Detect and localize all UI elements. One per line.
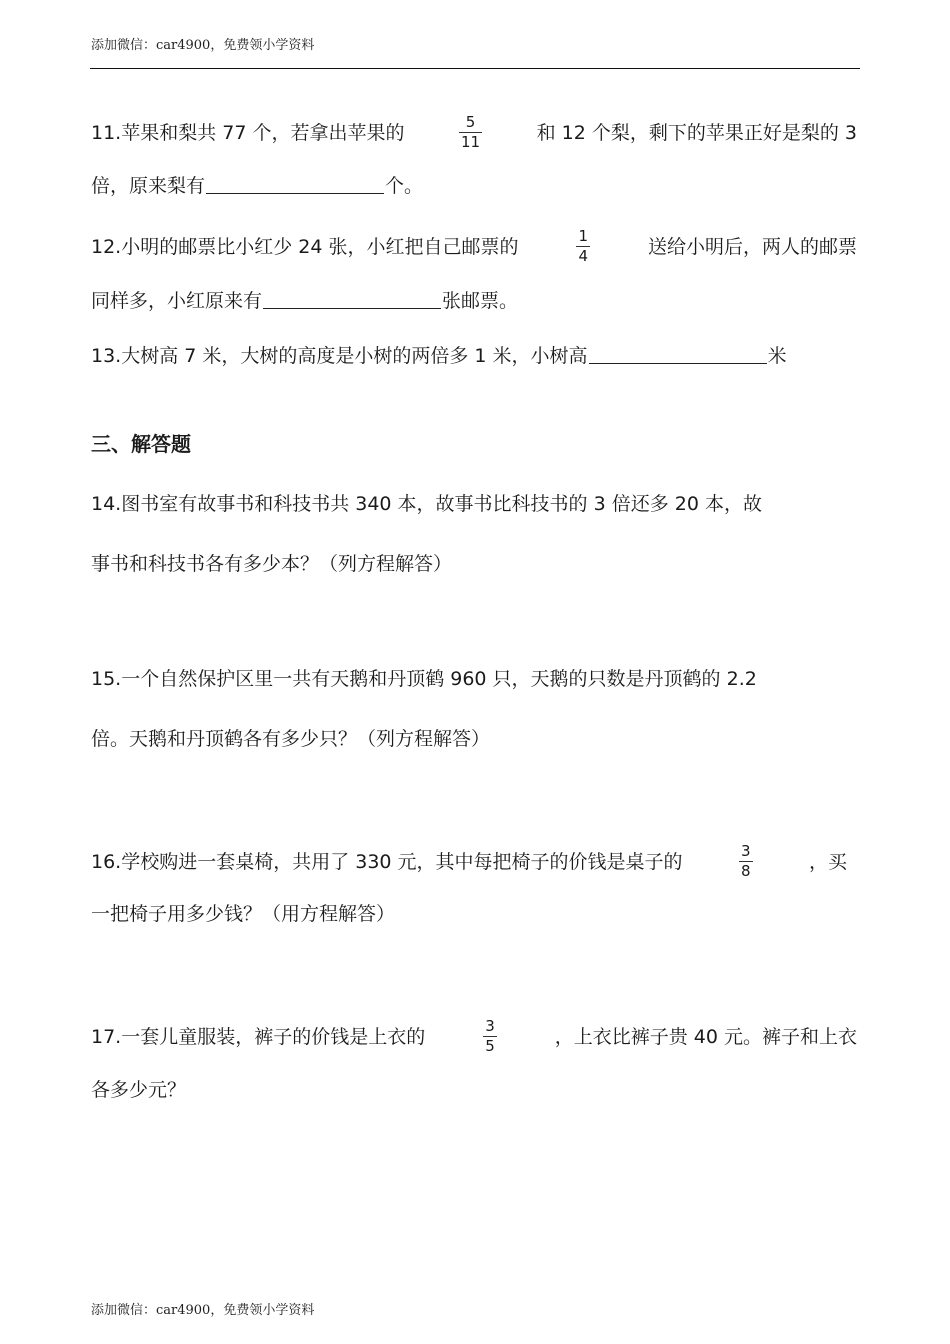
question-11-line-2 — [91, 173, 423, 198]
question-17-line-2 — [91, 1078, 186, 1102]
q12-text-a: 12.小明的邮票比小红少 24 张，小红把自己邮票的 — [91, 235, 519, 258]
q16-text-a: 16.学校购进一套桌椅，共用了 330 元，其中每把椅子的价钱是桌子的 — [91, 850, 683, 873]
q12-fraction-numerator: 1 — [578, 227, 588, 245]
page-footer: 添加微信：car4900，免费领小学资料 — [91, 1303, 315, 1318]
question-15-line-1 — [91, 667, 857, 691]
question-14-line-1 — [91, 492, 857, 516]
question-14-line-2 — [91, 552, 452, 576]
q11-text-a: 11.苹果和梨共 77 个，若拿出苹果的 — [91, 121, 405, 144]
page-header: 添加微信：car4900，免费领小学资料 — [91, 38, 315, 53]
q17-fraction-numerator: 3 — [485, 1017, 495, 1035]
q11-fraction-numerator: 5 — [465, 113, 476, 131]
q12-text-d: 张邮票。 — [442, 290, 519, 312]
q13-answer-blank[interactable] — [589, 343, 767, 364]
q12-fraction — [576, 228, 590, 265]
q13-text-b: 米 — [767, 345, 787, 367]
q15-text-b: 倍。天鹅和丹顶鹤各有多少只？（列方程解答） — [91, 728, 491, 750]
header-rule — [90, 68, 860, 69]
q17-fraction-denominator: 5 — [485, 1037, 495, 1055]
q11-answer-blank[interactable] — [206, 173, 384, 194]
q11-fraction-denominator: 11 — [461, 133, 481, 151]
q13-text-a: 13.大树高 7 米，大树的高度是小树的两倍多 1 米，小树高 — [91, 345, 588, 367]
q12-fraction-denominator: 4 — [578, 247, 588, 265]
q17-text-b: ，上衣比裤子贵 40 元。裤子和上衣 — [554, 1025, 857, 1048]
q16-text-b: ，买 — [808, 850, 847, 873]
q11-text-d: 个。 — [385, 175, 424, 197]
question-13-line-1 — [91, 343, 787, 368]
q11-fraction — [459, 114, 482, 151]
q17-fraction — [483, 1018, 497, 1055]
q11-text-c: 倍，原来梨有 — [91, 175, 206, 197]
question-15-line-2 — [91, 727, 490, 751]
q17-text-a: 17.一套儿童服装，裤子的价钱是上衣的 — [91, 1025, 426, 1048]
q16-text-c: 一把椅子用多少钱？（用方程解答） — [91, 903, 396, 925]
q14-text-b: 事书和科技书各有多少本？（列方程解答） — [91, 553, 453, 575]
q16-fraction — [739, 843, 753, 880]
q16-fraction-denominator: 8 — [741, 862, 751, 880]
question-17-line-1 — [91, 1018, 857, 1055]
section-title: 三、解答题 — [91, 432, 191, 456]
q12-text-b: 送给小明后，两人的邮票 — [647, 235, 857, 258]
question-11-line-1 — [91, 114, 857, 151]
q15-text-a: 15.一个自然保护区里一共有天鹅和丹顶鹤 960 只，天鹅的只数是丹顶鹤的 2.2 — [91, 668, 757, 690]
question-16-line-2 — [91, 902, 395, 926]
q14-text-a: 14.图书室有故事书和科技书共 340 本，故事书比科技书的 3 倍还多 20 本，故 — [91, 493, 762, 515]
question-12-line-2 — [91, 288, 518, 313]
q17-text-c: 各多少元？ — [91, 1079, 187, 1101]
question-16-line-1 — [91, 843, 847, 880]
question-12-line-1 — [91, 228, 857, 265]
q12-text-c: 同样多，小红原来有 — [91, 290, 263, 312]
q11-text-b: 和 12 个梨，剩下的苹果正好是梨的 3 — [536, 121, 857, 144]
q12-answer-blank[interactable] — [263, 288, 441, 309]
q16-fraction-numerator: 3 — [741, 842, 751, 860]
